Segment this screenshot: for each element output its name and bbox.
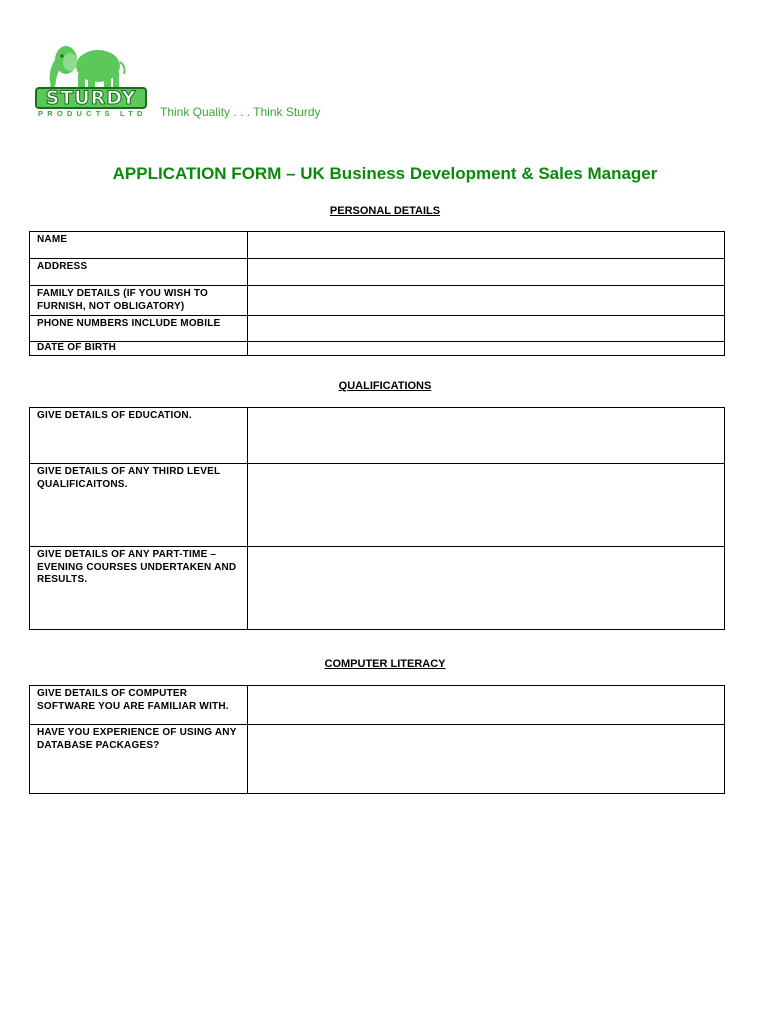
form-row bbox=[30, 259, 725, 286]
form-row bbox=[30, 408, 725, 464]
family-details-field[interactable] bbox=[248, 286, 725, 316]
software-field[interactable] bbox=[248, 686, 725, 725]
phone-field[interactable] bbox=[248, 316, 725, 342]
company-logo bbox=[34, 40, 154, 120]
row-label-phone: PHONE NUMBERS INCLUDE MOBILE bbox=[30, 316, 248, 342]
page-title: APPLICATION FORM – UK Business Development & Sales Manager bbox=[112, 164, 658, 183]
form-row bbox=[30, 725, 725, 794]
personal-details-table bbox=[29, 231, 725, 356]
form-row bbox=[30, 316, 725, 342]
dob-field[interactable] bbox=[248, 342, 725, 356]
education-field[interactable] bbox=[248, 408, 725, 464]
row-label-dob: DATE OF BIRTH bbox=[30, 342, 248, 356]
tagline: Think Quality . . . Think Sturdy bbox=[160, 105, 321, 119]
row-label-third-level: GIVE DETAILS OF ANY THIRD LEVEL QUALIFICAITONS. bbox=[30, 464, 248, 547]
brand-name: STURDY bbox=[45, 87, 137, 109]
row-label-name: NAME bbox=[30, 232, 248, 259]
brand-sub: PRODUCTS LTD bbox=[38, 109, 147, 118]
name-field[interactable] bbox=[248, 232, 725, 259]
form-row bbox=[30, 464, 725, 547]
row-label-software: GIVE DETAILS OF COMPUTER SOFTWARE YOU ARE FAMILIAR WITH. bbox=[30, 686, 248, 725]
row-label-database: HAVE YOU EXPERIENCE OF USING ANY DATABASE PACKAGES? bbox=[30, 725, 248, 794]
third-level-field[interactable] bbox=[248, 464, 725, 547]
address-field[interactable] bbox=[248, 259, 725, 286]
form-row bbox=[30, 547, 725, 630]
section-heading-qualifications: QUALIFICATIONS bbox=[338, 380, 432, 392]
row-label-family: FAMILY DETAILS (IF YOU WISH TO FURNISH, NOT OBLIGATORY) bbox=[30, 286, 248, 316]
row-label-education: GIVE DETAILS OF EDUCATION. bbox=[30, 408, 248, 464]
row-label-address: ADDRESS bbox=[30, 259, 248, 286]
form-row bbox=[30, 232, 725, 259]
computer-literacy-table bbox=[29, 685, 725, 794]
row-label-part-time: GIVE DETAILS OF ANY PART-TIME – EVENING COURSES UNDERTAKEN AND RESULTS. bbox=[30, 547, 248, 630]
section-heading-computer: COMPUTER LITERACY bbox=[324, 658, 446, 670]
database-field[interactable] bbox=[248, 725, 725, 794]
form-row bbox=[30, 286, 725, 316]
form-row bbox=[30, 686, 725, 725]
form-row bbox=[30, 342, 725, 356]
part-time-field[interactable] bbox=[248, 547, 725, 630]
qualifications-table bbox=[29, 407, 725, 630]
section-heading-personal: PERSONAL DETAILS bbox=[329, 205, 441, 217]
